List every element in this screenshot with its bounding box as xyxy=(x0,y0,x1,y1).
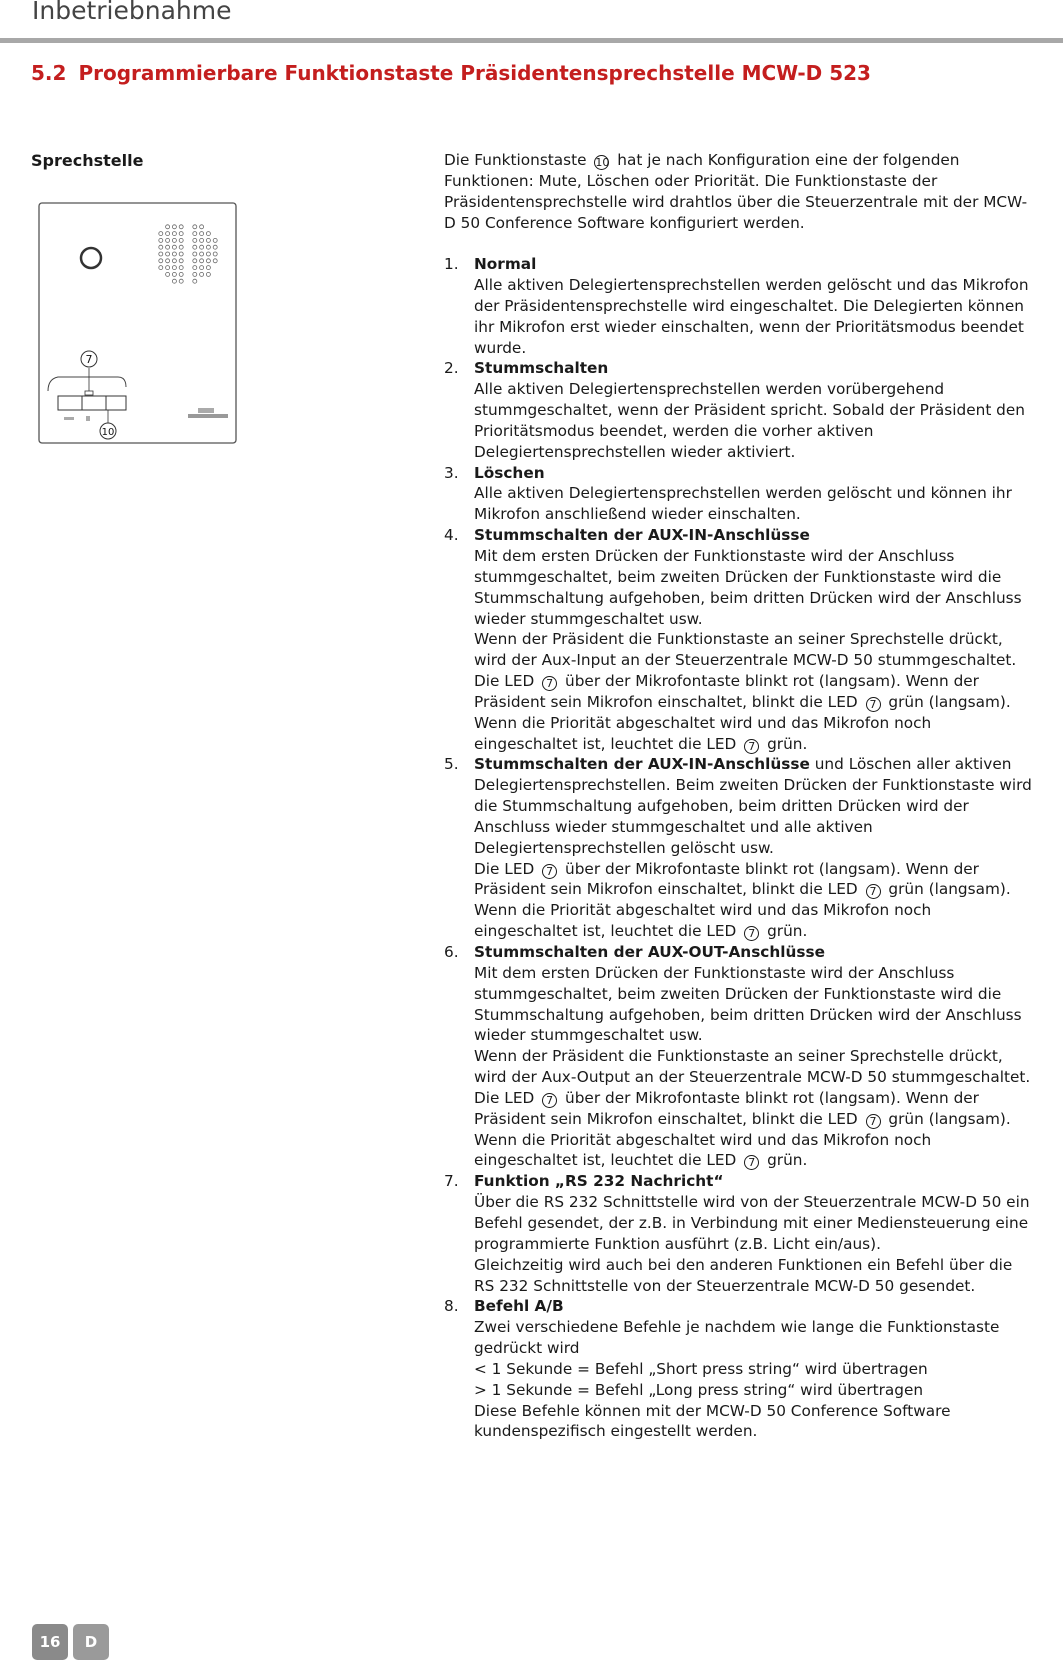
header-rule xyxy=(0,38,1063,43)
list-item xyxy=(444,1171,1034,1296)
ref-led: 7 xyxy=(744,739,759,754)
item-title: Stummschalten der AUX-OUT-Anschlüsse xyxy=(474,943,825,962)
item-led-paragraph: Die LED 7 über der Mikrofontaste blinkt rot (langsam). Wenn der Präsident sein Mikrofon einschaltet, blinkt die LED 7 grün (langsam). Wenn die Priorität abgeschaltet wird und das Mikrofon noch eingeschaltet ist, leuchtet die LED 7 grün. xyxy=(474,859,1011,941)
section-heading xyxy=(31,61,871,85)
item-line-config: Diese Befehle können mit der MCW-D 50 Conference Software kundenspezifisch eingestellt werden. xyxy=(474,1401,951,1441)
side-label: Sprechstelle xyxy=(31,151,144,170)
item-title: Normal xyxy=(474,255,537,274)
item-line-long-press: > 1 Sekunde = Befehl „Long press string“ wird übertragen xyxy=(474,1380,924,1399)
button-middle xyxy=(82,396,106,410)
button-left xyxy=(58,396,82,410)
item-title: Funktion „RS 232 Nachricht“ xyxy=(474,1172,724,1191)
item-title-line: Stummschalten der AUX-IN-Anschlüsse und Löschen aller aktiven Delegiertensprechstellen. Beim zweiten Drücken der Funktionstaste wird die Stummschaltung aufgehoben, beim dritten Drücken wird der Anschluss wieder stummgeschaltet und alle aktiven Delegiertensprechstellen gelöscht usw. xyxy=(474,755,1032,857)
ref-led: 7 xyxy=(542,676,557,691)
item-number: 7. xyxy=(444,1172,459,1191)
section-title: Programmierbare Funktionstaste Präsidentensprechstelle MCW-D 523 xyxy=(78,61,871,85)
item-number: 2. xyxy=(444,359,459,378)
list-item xyxy=(444,463,1034,526)
list-item xyxy=(444,358,1034,462)
page-header-title: Inbetriebnahme xyxy=(32,0,232,25)
item-body: Mit dem ersten Drücken der Funktionstaste wird der Anschluss stummgeschaltet, beim zweiten Drücken der Funktionstaste wird die Stummschaltung aufgehoben, beim dritten Drücken wird der Anschluss wieder stummgeschaltet usw. xyxy=(474,963,1022,1045)
ref-led: 7 xyxy=(866,884,881,899)
item-body: Mit dem ersten Drücken der Funktionstaste wird der Anschluss stummgeschaltet, beim zweiten Drücken der Funktionstaste wird die Stummschaltung aufgehoben, beim dritten Drücken wird der Anschluss wieder stummgeschaltet usw. xyxy=(474,546,1022,628)
ref-led: 7 xyxy=(866,697,881,712)
ref-led: 7 xyxy=(542,1093,557,1108)
item-body: Über die RS 232 Schnittstelle wird von der Steuerzentrale MCW-D 50 ein Befehl gesendet, der z.B. in Verbindung mit einer Mediensteuerung eine programmierte Funktion ausführt (z.B. Licht ein/aus). xyxy=(474,1193,1030,1253)
list-item xyxy=(444,942,1034,1171)
main-content xyxy=(444,150,1034,1442)
item-number: 8. xyxy=(444,1297,459,1316)
intro-paragraph xyxy=(444,150,1034,233)
item-number: 4. xyxy=(444,526,459,545)
button-function xyxy=(106,396,126,410)
list-item xyxy=(444,525,1034,754)
item-led-paragraph: Wenn der Präsident die Funktionstaste an seiner Sprechstelle drückt, wird der Aux-Input an der Steuerzentrale MCW-D 50 stummgeschaltet. Die LED 7 über der Mikrofontaste blinkt rot (langsam). Wenn der Präsident sein Mikrofon einschaltet, blinkt die LED 7 grün (langsam). Wenn die Priorität abgeschaltet wird und das Mikrofon noch eingeschaltet ist, leuchtet die LED 7 grün. xyxy=(474,630,1017,753)
item-line-short-press: < 1 Sekunde = Befehl „Short press string“ wird übertragen xyxy=(474,1359,928,1378)
item-body: Alle aktiven Delegiertensprechstellen werden gelöscht und können ihr Mikrofon anschließend wieder einschalten. xyxy=(474,484,1012,524)
intro-text-b: hat je nach Konfiguration eine der folgenden Funktionen: Mute, Löschen oder Priorität. Die Funktionstaste der Präsidentensprechstelle wird drahtlos über die Steuerzentrale mit der MCW-D 50 Conference Software konfiguriert werden. xyxy=(444,151,1028,232)
item-body-2: Gleichzeitig wird auch bei den anderen Funktionen ein Befehl über die RS 232 Schnittstelle von der Steuerzentrale MCW-D 50 gesendet. xyxy=(474,1255,1013,1295)
list-item xyxy=(444,754,1034,942)
page-footer xyxy=(32,1624,109,1660)
item-title: Stummschalten xyxy=(474,359,609,378)
list-item xyxy=(444,1296,1034,1442)
callout-function-key: 10 xyxy=(101,427,115,438)
item-body: Zwei verschiedene Befehle je nachdem wie lange die Funktionstaste gedrückt wird xyxy=(474,1318,1000,1358)
item-led-paragraph: Wenn der Präsident die Funktionstaste an seiner Sprechstelle drückt, wird der Aux-Output an der Steuerzentrale MCW-D 50 stummgeschaltet. Die LED 7 über der Mikrofontaste blinkt rot (langsam). Wenn der Präsident sein Mikrofon einschaltet, blinkt die LED 7 grün (langsam). Wenn die Priorität abgeschaltet wird und das Mikrofon noch eingeschaltet ist, leuchtet die LED 7 grün. xyxy=(474,1047,1031,1170)
item-number: 6. xyxy=(444,943,459,962)
item-number: 3. xyxy=(444,463,459,482)
ref-led: 7 xyxy=(542,864,557,879)
item-number: 1. xyxy=(444,255,459,274)
ref-led: 7 xyxy=(744,926,759,941)
language-badge: D xyxy=(73,1624,109,1660)
section-number: 5.2 xyxy=(31,61,67,85)
device-illustration xyxy=(38,201,238,445)
item-title: Befehl A/B xyxy=(474,1297,564,1316)
ref-function-key: 10 xyxy=(595,156,610,169)
led-indicator xyxy=(85,391,93,395)
item-title: Stummschalten der AUX-IN-Anschlüsse xyxy=(474,526,810,545)
item-body: Alle aktiven Delegiertensprechstellen werden gelöscht und das Mikrofon der Präsidentensprechstelle wird eingeschaltet. Die Delegierten können ihr Mikrofon erst wieder einschalten, wenn der Prioritätsmodus beendet wurde. xyxy=(474,276,1029,357)
device-drawing xyxy=(38,201,238,445)
callout-led: 7 xyxy=(85,353,93,366)
page-number: 16 xyxy=(32,1624,68,1660)
item-title: Stummschalten der AUX-IN-Anschlüsse xyxy=(474,755,810,774)
item-title: Löschen xyxy=(474,463,545,482)
intro-text-a: Die Funktionstaste xyxy=(444,151,587,169)
led-ring xyxy=(81,248,101,268)
item-body: Alle aktiven Delegiertensprechstellen werden vorübergehend stummgeschaltet, wenn der Präsident spricht. Sobald der Präsident den Prioritätsmodus beendet, werden die vorher aktiven Delegiertensprechstellen wieder aktiviert. xyxy=(474,380,1026,461)
function-list xyxy=(444,254,1034,1442)
list-item xyxy=(444,254,1034,358)
item-number: 5. xyxy=(444,755,459,774)
ref-led: 7 xyxy=(744,1155,759,1170)
ref-led: 7 xyxy=(866,1114,881,1129)
